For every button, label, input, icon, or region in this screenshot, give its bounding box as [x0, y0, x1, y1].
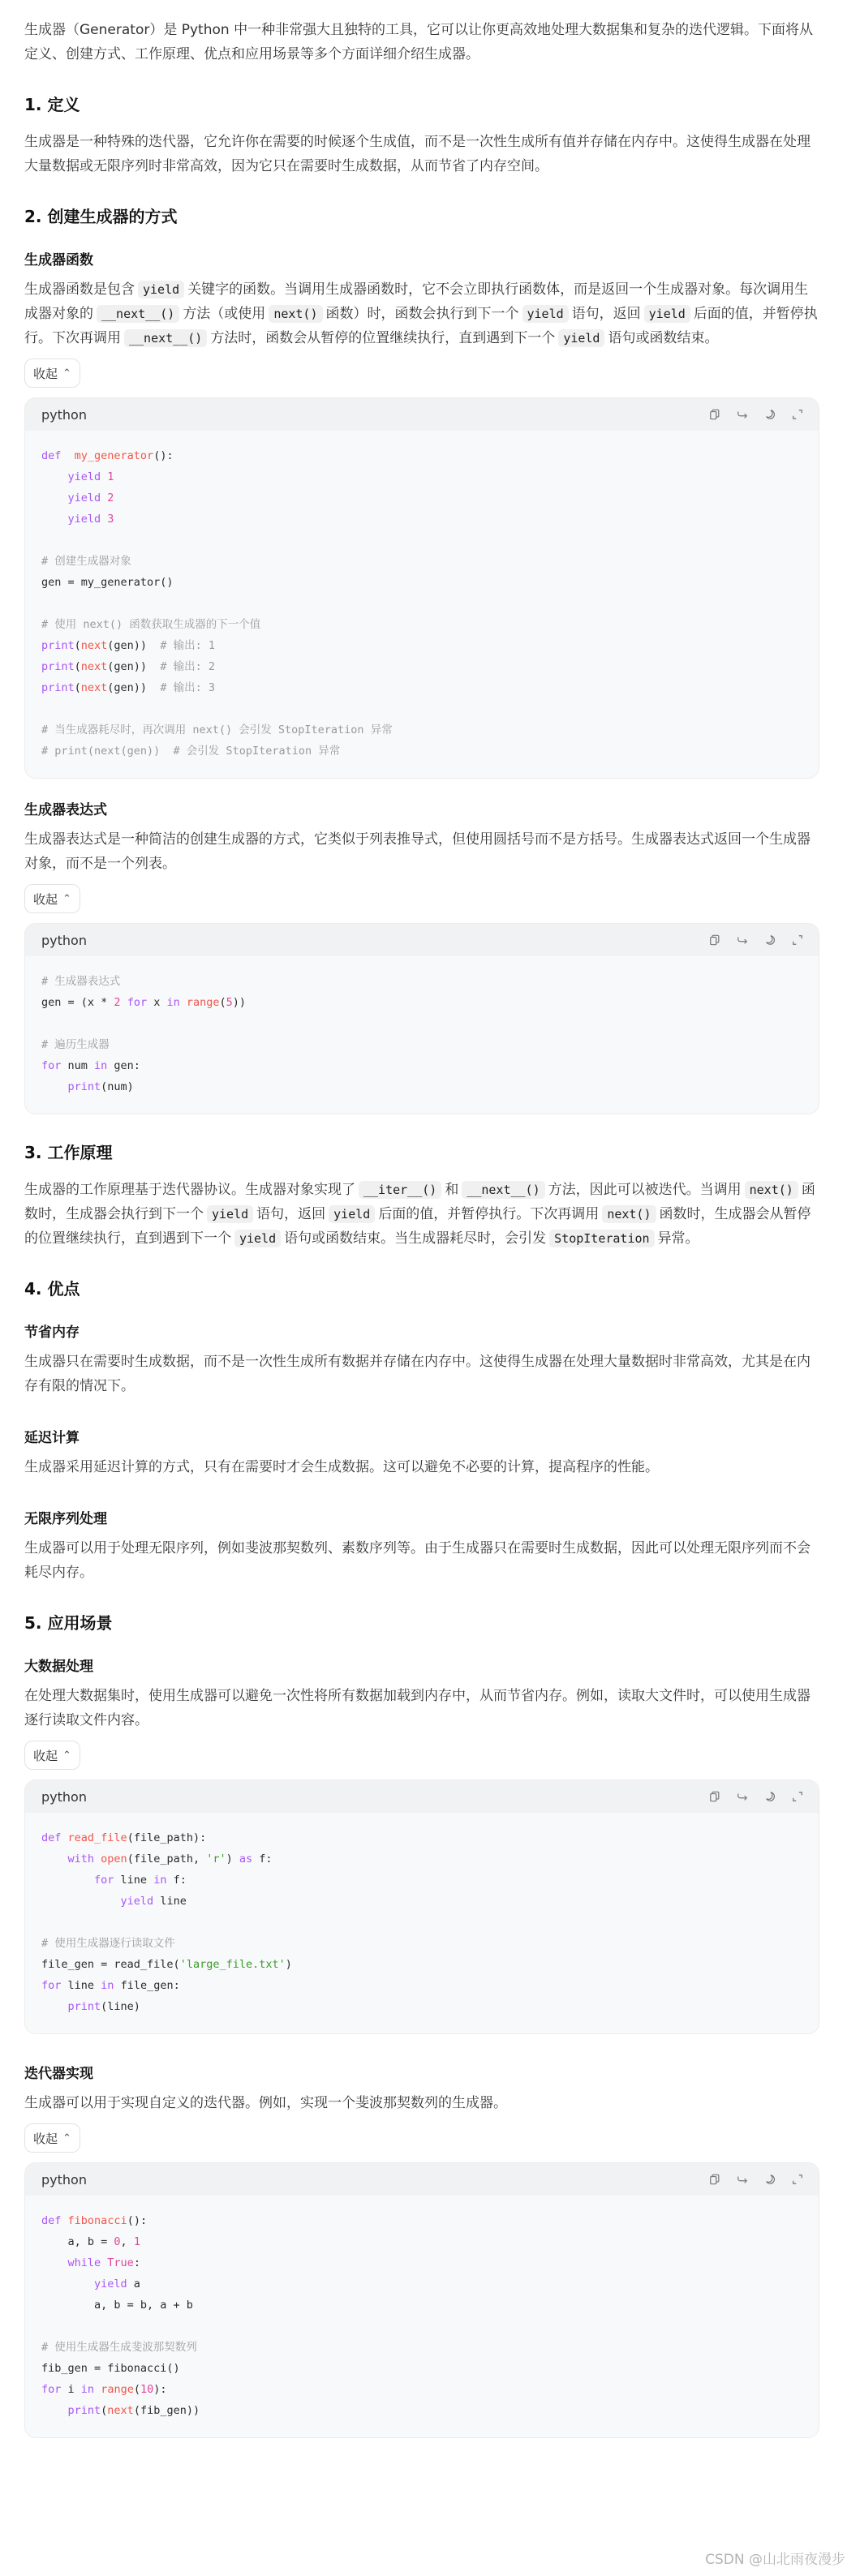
text: 函数）时，函数会执行到下一个 [325, 306, 519, 322]
intro-paragraph: 生成器（Generator）是 Python 中一种非常强大且独特的工具，它可以让你更高效地处理大数据集和复杂的迭代逻辑。下面将从定义、创建方式、工作原理、优点和应用场景等多个方面详细介绍生成器。 [24, 22, 814, 62]
code-language-label: python [41, 932, 87, 948]
text: 方法，因此可以被迭代。当调用 [548, 1182, 742, 1198]
wrap-icon[interactable] [736, 934, 749, 947]
subsection-title-iterator: 迭代器实现 [24, 2066, 93, 2082]
section-title-principle: 3. 工作原理 [24, 1143, 113, 1162]
code-content [25, 2196, 819, 2437]
bigdata-paragraph: 在处理大数据集时，使用生成器可以避免一次性将所有数据加载到内存中，从而节省内存。例如，读取大文件时，可以使用生成器逐行读取文件内容。 [24, 1688, 811, 1728]
code-line: a, b = b, a + b [41, 2299, 193, 2312]
code-line: # 使用生成器逐行读取文件 [41, 1937, 175, 1950]
code-line: # 使用 next() 函数获取生成器的下一个值 [41, 618, 261, 631]
code-content [25, 1813, 819, 2033]
code-line: for i in range(10): [41, 2383, 167, 2396]
code-line: file_gen = read_file('large_file.txt') [41, 1958, 292, 1971]
text: 方法时，函数会从暂停的位置继续执行，直到遇到下一个 [210, 330, 556, 346]
text: 生成器的工作原理基于迭代器协议。生成器对象实现了 [24, 1182, 355, 1198]
subsection-title-memory: 节省内存 [24, 1324, 80, 1341]
chevron-up-icon: ⌃ [62, 892, 71, 905]
text: 后面的值，并暂停执行。下次再调用 [24, 306, 818, 346]
infinite-paragraph: 生成器可以用于处理无限序列，例如斐波那契数列、素数序列等。由于生成器只在需要时生成数据，因此可以处理无限序列而不会耗尽内存。 [24, 1540, 811, 1581]
code-line: def read_file(file_path): [41, 1831, 207, 1844]
code-line: print(next(gen)) # 输出: 1 [41, 639, 215, 652]
generator-function-paragraph [24, 277, 819, 350]
lazy-paragraph: 生成器采用延迟计算的方式，只有在需要时才会生成数据。这可以避免不必要的计算，提高程序的性能。 [24, 1459, 659, 1475]
code-line: for num in gen: [41, 1059, 140, 1072]
code-line: yield 1 [67, 470, 114, 483]
collapse-button[interactable] [24, 358, 80, 388]
wrap-icon[interactable] [736, 1790, 749, 1803]
code-line: while True: [67, 2256, 140, 2269]
code-line: print(next(gen)) # 输出: 3 [41, 681, 215, 694]
subsection-title-generator-expression: 生成器表达式 [24, 802, 107, 818]
expand-icon[interactable] [791, 1790, 804, 1803]
chevron-up-icon: ⌃ [62, 367, 71, 380]
text: 语句或函数结束。 [608, 330, 719, 346]
code-line: for line in file_gen: [41, 1979, 180, 1992]
subsection-title-lazy: 延迟计算 [24, 1430, 80, 1446]
text: 关键字的函数。当调用生成器函数时，它不会立即执行函数体，而是返回一个生成器对象。每次调用生成器对象的 [24, 281, 809, 322]
inline-code: yield [138, 281, 184, 298]
watermark: CSDN @山北雨夜漫步 [705, 2552, 845, 2568]
inline-code: next() [269, 305, 322, 323]
code-line: yield 2 [67, 492, 114, 504]
code-line: gen = (x * 2 for x in range(5)) [41, 996, 247, 1009]
subsection-title-infinite: 无限序列处理 [24, 1511, 107, 1527]
code-line: print(line) [67, 2000, 140, 2013]
section-title-creation: 2. 创建生成器的方式 [24, 207, 178, 226]
text: 函数时，生成器会执行到下一个 [24, 1182, 815, 1222]
section-title-definition: 1. 定义 [24, 95, 80, 114]
inline-code: yield [522, 305, 569, 323]
code-line: # 遍历生成器 [41, 1038, 110, 1051]
code-line: yield line [120, 1895, 187, 1908]
inline-code: yield [558, 329, 604, 347]
text: 函数时，生成器会从暂停的位置继续执行，直到遇到下一个 [24, 1206, 811, 1247]
code-line: # 使用生成器生成斐波那契数列 [41, 2341, 197, 2354]
expand-icon[interactable] [791, 934, 804, 947]
code-line: yield 3 [67, 513, 114, 526]
code-line: print(num) [67, 1080, 134, 1093]
code-line: def my_generator(): [41, 449, 174, 462]
text: 生成器函数是包含 [24, 281, 135, 298]
inline-code: __iter__() [359, 1181, 441, 1199]
code-toolbar [708, 934, 804, 947]
inline-code: yield [207, 1205, 253, 1223]
text: 语句，返回 [571, 306, 641, 322]
code-block [24, 2162, 819, 2438]
subsection-title-generator-function: 生成器函数 [24, 252, 93, 268]
theme-moon-icon[interactable] [763, 2173, 776, 2186]
code-header [25, 398, 819, 431]
text: 后面的值，并暂停执行。下次再调用 [378, 1206, 600, 1222]
code-language-label: python [41, 2171, 87, 2187]
collapse-button[interactable] [24, 884, 80, 913]
inline-code: yield [329, 1205, 375, 1223]
theme-moon-icon[interactable] [763, 408, 776, 421]
code-content [25, 956, 819, 1114]
code-line: yield a [94, 2278, 140, 2290]
code-block [24, 1780, 819, 2034]
collapse-label: 收起 [33, 1748, 58, 1763]
collapse-button[interactable] [24, 1741, 80, 1770]
inline-code: yield [644, 305, 690, 323]
text: 语句或函数结束。当生成器耗尽时，会引发 [284, 1230, 547, 1247]
collapse-button[interactable] [24, 2123, 80, 2153]
expand-icon[interactable] [791, 2173, 804, 2186]
copy-icon[interactable] [708, 1790, 721, 1803]
section-title-scenarios: 5. 应用场景 [24, 1613, 113, 1633]
collapse-label: 收起 [33, 2131, 58, 2146]
code-toolbar [708, 1790, 804, 1803]
wrap-icon[interactable] [736, 2173, 749, 2186]
text: 方法（或使用 [183, 306, 266, 322]
text: 语句，返回 [256, 1206, 326, 1222]
code-language-label: python [41, 406, 87, 423]
text: 异常。 [657, 1230, 699, 1247]
chevron-up-icon: ⌃ [62, 1749, 71, 1762]
text: 和 [445, 1182, 459, 1198]
code-header [25, 1780, 819, 1813]
code-line: for line in f: [94, 1874, 187, 1887]
code-line: fib_gen = fibonacci() [41, 2362, 180, 2375]
inline-code: __next__() [124, 329, 207, 347]
inline-code: yield [234, 1230, 281, 1247]
code-line: print(next(fib_gen)) [67, 2404, 200, 2417]
chevron-up-icon: ⌃ [62, 2132, 71, 2145]
copy-icon[interactable] [708, 2173, 721, 2186]
collapse-label: 收起 [33, 891, 58, 907]
code-content [25, 431, 819, 778]
subsection-title-bigdata: 大数据处理 [24, 1659, 93, 1675]
theme-moon-icon[interactable] [763, 934, 776, 947]
code-language-label: python [41, 1788, 87, 1805]
code-line: # 当生成器耗尽时，再次调用 next() 会引发 StopIteration 异常 [41, 723, 393, 736]
code-block [24, 397, 819, 779]
code-line: def fibonacci(): [41, 2214, 148, 2227]
iterator-paragraph: 生成器可以用于实现自定义的迭代器。例如，实现一个斐波那契数列的生成器。 [24, 2095, 507, 2111]
code-line: # 生成器表达式 [41, 975, 121, 988]
code-line: with open(file_path, 'r') as f: [67, 1853, 273, 1865]
expand-icon[interactable] [791, 408, 804, 421]
code-line: # 创建生成器对象 [41, 555, 131, 568]
inline-code: __next__() [97, 305, 179, 323]
code-block [24, 923, 819, 1114]
code-header [25, 2163, 819, 2196]
inline-code: next() [745, 1181, 798, 1199]
code-line: print(next(gen)) # 输出: 2 [41, 660, 215, 673]
code-toolbar [708, 408, 804, 421]
generator-expression-paragraph: 生成器表达式是一种简洁的创建生成器的方式，它类似于列表推导式，但使用圆括号而不是方括号。生成器表达式返回一个生成器对象，而不是一个列表。 [24, 831, 811, 872]
code-header [25, 924, 819, 956]
copy-icon[interactable] [708, 934, 721, 947]
principle-paragraph [24, 1178, 819, 1251]
theme-moon-icon[interactable] [763, 1790, 776, 1803]
collapse-label: 收起 [33, 366, 58, 381]
section-title-advantages: 4. 优点 [24, 1279, 80, 1299]
inline-code: StopIteration [549, 1230, 654, 1247]
code-toolbar [708, 2173, 804, 2186]
inline-code: next() [602, 1205, 656, 1223]
code-line: # print(next(gen)) # 会引发 StopIteration 异常 [41, 745, 341, 758]
definition-paragraph: 生成器是一种特殊的迭代器，它允许你在需要的时候逐个生成值，而不是一次性生成所有值并存储在内存中。这使得生成器在处理大量数据或无限序列时非常高效，因为它只在需要时生成数据，从而节省了内存空间。 [24, 134, 811, 174]
copy-icon[interactable] [708, 408, 721, 421]
code-line: a, b = 0, 1 [41, 2235, 140, 2248]
code-line: gen = my_generator() [41, 576, 174, 589]
wrap-icon[interactable] [736, 408, 749, 421]
inline-code: __next__() [462, 1181, 544, 1199]
memory-paragraph: 生成器只在需要时生成数据，而不是一次性生成所有数据并存储在内存中。这使得生成器在处理大量数据时非常高效，尤其是在内存有限的情况下。 [24, 1354, 811, 1394]
